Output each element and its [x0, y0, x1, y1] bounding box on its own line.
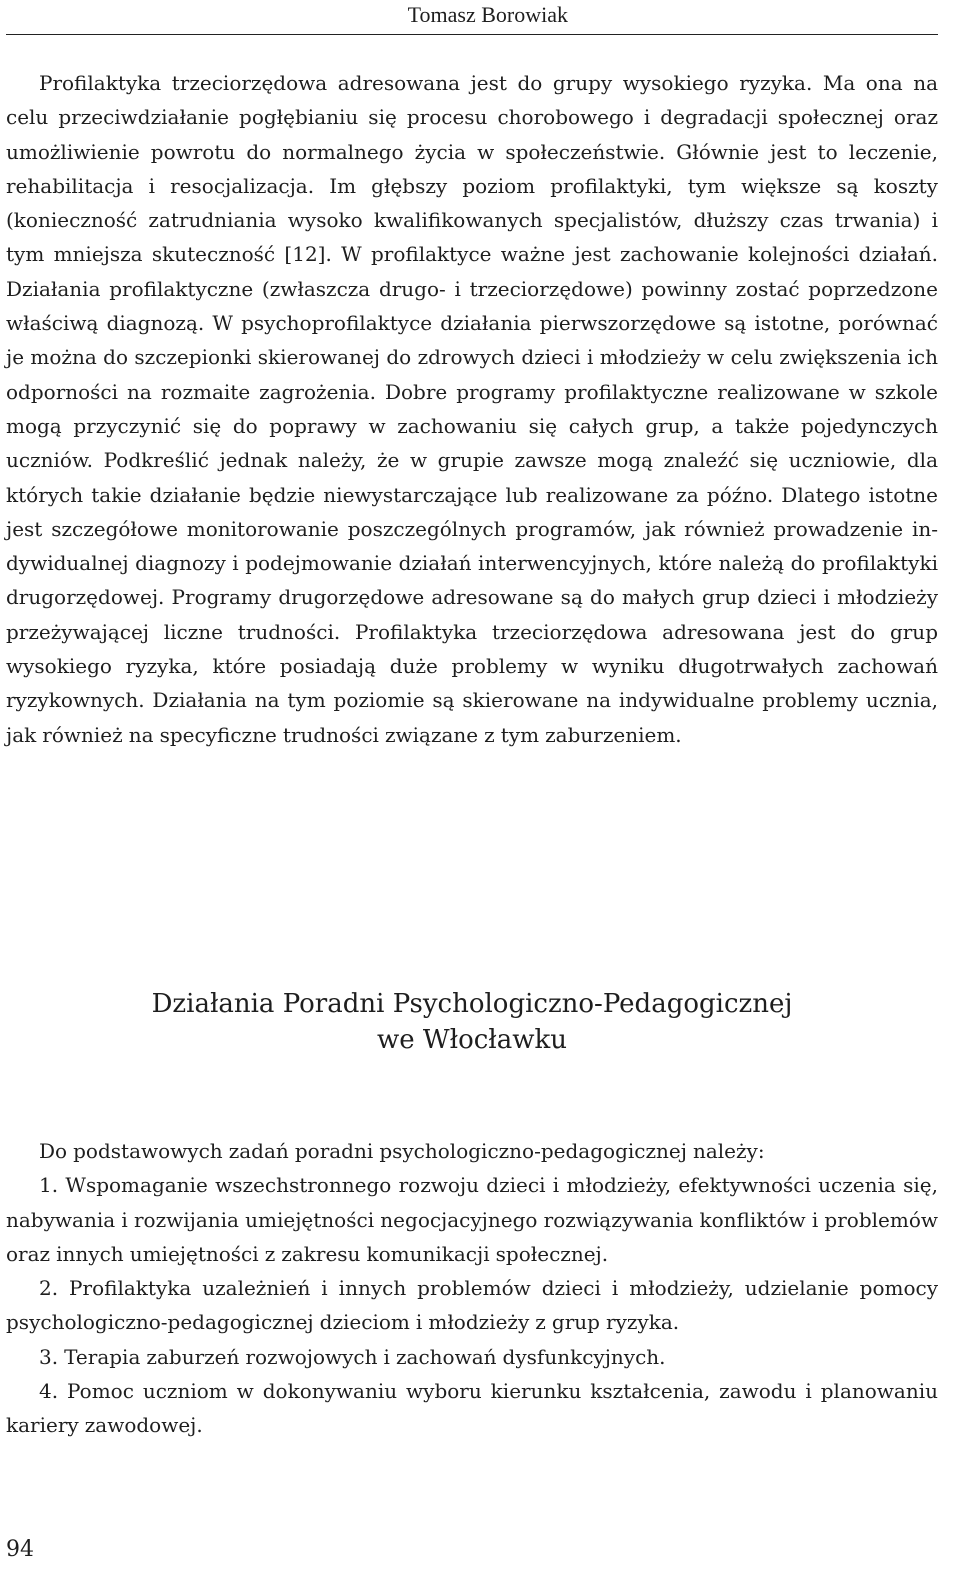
main-text: [6, 66, 938, 752]
list-intro: Do podstawowych zadań poradni psychologiczno-pedagogicznej należy:: [39, 1139, 765, 1163]
page-number: 94: [6, 1537, 34, 1562]
list-item: 1. Wspomaganie wszechstronnego rozwoju dzieci i młodzieży, efektywności uczenia się, nabywania i rozwijania umiejętności negocjacyjnego rozwiązywania konfliktów i problemów oraz innych umiejętności z zakresu komunikacji społecznej.: [6, 1173, 938, 1266]
list-item: 4. Pomoc uczniom w dokonywaniu wyboru kierunku kształcenia, zawodu i planowaniu kariery zawodowej.: [6, 1379, 938, 1438]
header-rule: [6, 34, 938, 35]
section-title-line: Działania Poradni Psychologiczno-Pedagogicznej: [151, 989, 793, 1019]
running-head: Tomasz Borowiak: [407, 2, 568, 27]
section-title: [6, 986, 938, 1058]
section-title-line: we Włocławku: [377, 1025, 567, 1055]
task-list: [6, 1134, 938, 1443]
list-item: 2. Profilaktyka uzależnień i innych problemów dzieci i młodzieży, udzielanie pomocy psychologiczno-pedagogicznej dzieciom i młodzieży z grup ryzyka.: [6, 1276, 938, 1335]
list-item: 3. Terapia zaburzeń rozwojowych i zachowań dysfunkcyjnych.: [39, 1344, 666, 1369]
paragraph: Profilaktyka trzeciorzędowa adresowana jest do grupy wysokiego ryzyka. Ma ona na celu przeciwdziałanie pogłębianiu się procesu chorobowego i degradacji społecznej oraz umożliwienie powrotu do normalnego życia w społeczeństwie. Głównie jest to leczenie, rehabilitacja i resocjalizacja. Im głębszy poziom profilaktyki, tym większe są koszty (konieczność zatrudniania wysoko kwalifikowanych specjalistów, dłuższy czas trwania) i tym mniejsza skuteczność [12]. W profilaktyce ważne jest zachowanie kolejności działań. Działania profilaktyczne (zwłaszcza drugo- i trzeciorzędowe) powinny zostać poprzedzone właściwą diagnozą. W psychoprofilaktyce działania pierwszorzędowe są istotne, porównać je można do szczepionki skierowanej do zdrowych dzieci i młodzieży w celu zwiększenia ich odporności na rozmaite zagrożenia. Dobre programy profilaktyczne realizowane w szkole mogą przyczynić się do poprawy w zachowaniu się całych grup, a także pojedynczych uczniów. Podkreślić jednak należy, że w grupie zawsze mogą znaleźć się uczniowie, dla których takie działanie będzie niewystarczające lub realizowane za późno. Dlatego istotne jest szczegółowe monitorowanie poszczególnych programów, jak również prowadzenie indywidualnej diagnozy i podejmowanie działań interwencyjnych, które należą do profilaktyki drugorzędowej. Programy drugorzędowe adresowane są do małych grup dzieci i młodzieży przeżywającej liczne trudności. Profilaktyka trzeciorzędowa adresowana jest do grup wysokiego ryzyka, które posiadają duże problemy w wyniku długotrwałych zachowań ryzykownych. Działania na tym poziomie są skierowane na indywidualne problemy ucznia, jak również na specyficzne trudności związane z tym zaburzeniem.: [6, 71, 938, 747]
